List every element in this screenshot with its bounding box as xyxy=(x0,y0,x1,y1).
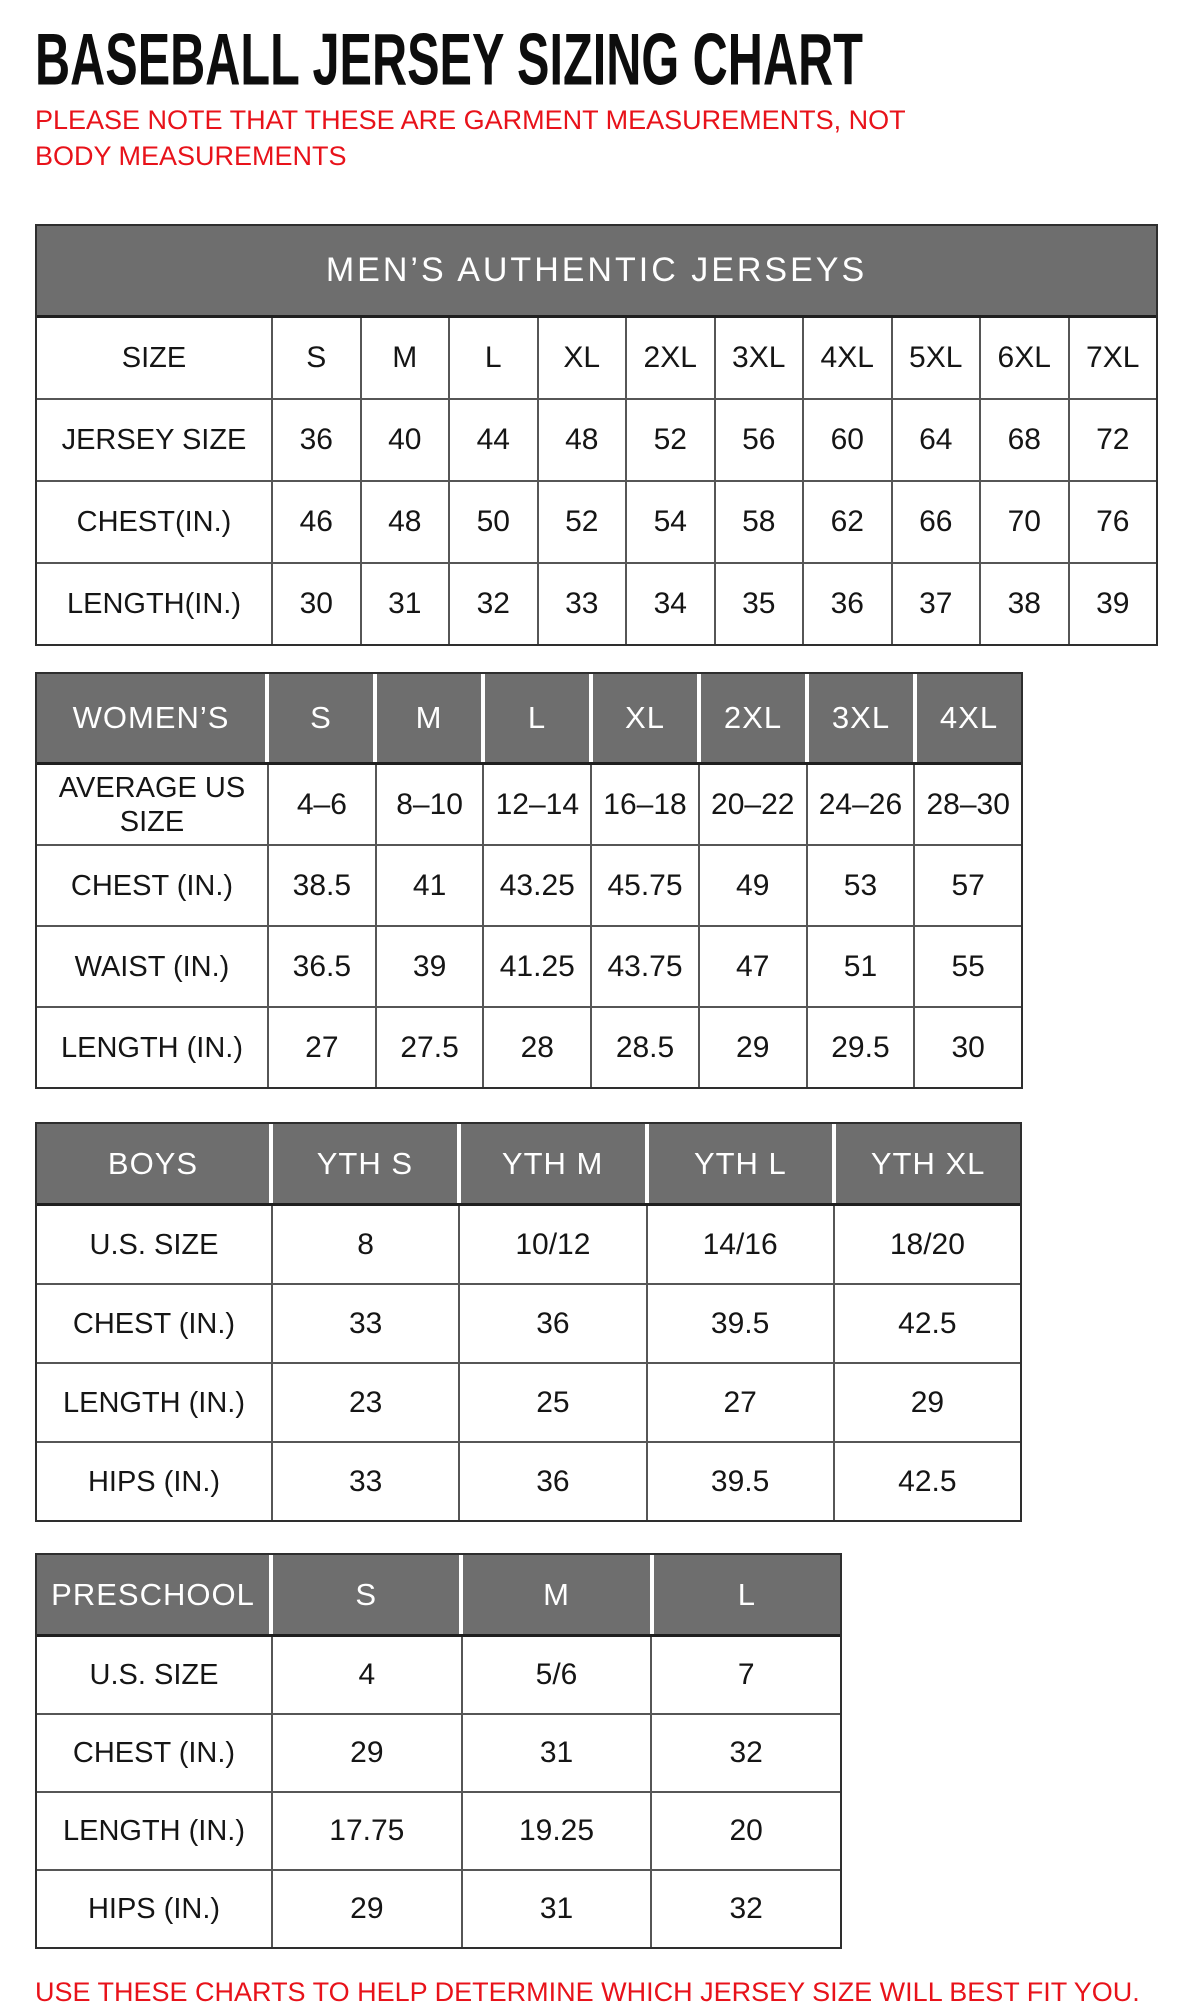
boys-column-header: YTH XL xyxy=(836,1124,1020,1203)
table-cell: 48 xyxy=(539,400,628,480)
mens-authentic-jerseys-table xyxy=(35,224,1158,646)
table-cell: 27 xyxy=(648,1364,835,1441)
womens-column-header: 3XL xyxy=(809,674,917,762)
table-cell: 36 xyxy=(804,564,893,644)
table-cell: 28 xyxy=(484,1008,592,1087)
table-cell: 28–30 xyxy=(926,787,1010,821)
table-cell: 76 xyxy=(1096,505,1130,538)
table-cell: 20 xyxy=(729,1814,763,1847)
boys-table-row xyxy=(37,1285,1020,1364)
table-cell: 44 xyxy=(450,400,539,480)
table-cell: 38 xyxy=(981,564,1070,644)
table-cell: 52 xyxy=(627,400,716,480)
table-cell: 25 xyxy=(460,1364,647,1441)
row-label: HIPS (IN.) xyxy=(37,1443,273,1520)
womens-column-header: WOMEN’S xyxy=(37,674,269,762)
womens-column-header: L xyxy=(485,674,593,762)
table-cell: 39.5 xyxy=(648,1443,835,1520)
table-cell: 8 xyxy=(273,1206,460,1283)
row-label: CHEST (IN.) xyxy=(37,846,269,925)
womens-table-row xyxy=(37,765,1021,846)
table-cell: 29 xyxy=(700,1008,808,1087)
boys-header-row xyxy=(37,1124,1020,1206)
table-cell: 50 xyxy=(450,482,539,562)
page-title xyxy=(35,18,1200,101)
table-cell: 70 xyxy=(981,482,1070,562)
row-label: LENGTH(IN.) xyxy=(37,564,273,644)
table-cell: 32 xyxy=(450,564,539,644)
table-cell: 52 xyxy=(539,482,628,562)
table-cell: 43.75 xyxy=(592,927,700,1006)
table-cell: L xyxy=(450,318,539,398)
table-cell: 28.5 xyxy=(592,1008,700,1087)
preschool-table-row xyxy=(37,1871,840,1947)
preschool-column-header: L xyxy=(654,1555,840,1634)
table-cell: 47 xyxy=(700,927,808,1006)
table-cell: 41.25 xyxy=(484,927,592,1006)
table-cell: 56 xyxy=(716,400,805,480)
womens-table-row xyxy=(37,1008,1021,1087)
preschool-table-row xyxy=(37,1715,840,1793)
table-cell: 41 xyxy=(377,846,485,925)
table-cell: 53 xyxy=(808,846,916,925)
womens-column-header: S xyxy=(269,674,377,762)
row-label: LENGTH (IN.) xyxy=(37,1008,269,1087)
mens-table-banner: MEN’S AUTHENTIC JERSEYS xyxy=(37,226,1156,318)
table-cell: 12–14 xyxy=(484,765,592,844)
table-cell: 33 xyxy=(273,1285,460,1362)
garment-measurements-note: PLEASE NOTE THAT THESE ARE GARMENT MEASUREMENTS, NOT BODY MEASUREMENTS xyxy=(35,105,906,171)
table-cell: 17.75 xyxy=(273,1793,463,1869)
table-cell: 62 xyxy=(804,482,893,562)
table-cell: 68 xyxy=(981,400,1070,480)
table-cell: 51 xyxy=(808,927,916,1006)
mens-table-row xyxy=(37,482,1156,564)
table-cell: 23 xyxy=(273,1364,460,1441)
table-cell: 54 xyxy=(627,482,716,562)
table-cell: 6XL xyxy=(981,318,1070,398)
table-cell: 38.5 xyxy=(269,846,377,925)
boys-jerseys-table xyxy=(35,1122,1022,1522)
table-cell: 7 xyxy=(737,1658,755,1691)
preschool-column-header: S xyxy=(273,1555,463,1634)
table-cell: 39 xyxy=(377,927,485,1006)
table-cell: 45.75 xyxy=(592,846,700,925)
mens-table-row xyxy=(37,318,1156,400)
table-cell: 40 xyxy=(362,400,451,480)
boys-column-header: YTH M xyxy=(461,1124,649,1203)
table-cell: 8–10 xyxy=(377,765,485,844)
row-label: SIZE xyxy=(37,318,273,398)
table-cell: 16–18 xyxy=(592,765,700,844)
table-cell: 31 xyxy=(463,1871,653,1947)
boys-table-row xyxy=(37,1443,1020,1520)
table-cell: 4 xyxy=(273,1637,463,1713)
table-cell: 5XL xyxy=(893,318,982,398)
table-cell: 31 xyxy=(463,1715,653,1791)
row-label: JERSEY SIZE xyxy=(37,400,273,480)
table-cell: 57 xyxy=(951,868,985,902)
table-cell: 30 xyxy=(951,1030,985,1064)
row-label: CHEST (IN.) xyxy=(37,1285,273,1362)
table-cell: 5/6 xyxy=(463,1637,653,1713)
fit-advice-note: USE THESE CHARTS TO HELP DETERMINE WHICH JERSEY SIZE WILL BEST FIT YOU. xyxy=(35,1977,1140,2007)
womens-jerseys-table xyxy=(35,672,1023,1089)
preschool-table-row xyxy=(37,1637,840,1715)
row-label: LENGTH (IN.) xyxy=(37,1364,273,1441)
boys-column-header: BOYS xyxy=(37,1124,273,1203)
page-title-text: BASEBALL JERSEY SIZING CHART xyxy=(35,18,863,101)
mens-table-row xyxy=(37,400,1156,482)
table-cell: 29 xyxy=(910,1385,945,1419)
table-cell: 29 xyxy=(273,1715,463,1791)
table-cell: 20–22 xyxy=(700,765,808,844)
table-cell: 29 xyxy=(273,1871,463,1947)
table-cell: 18/20 xyxy=(889,1227,965,1261)
table-cell: 66 xyxy=(893,482,982,562)
table-cell: 37 xyxy=(893,564,982,644)
womens-table-row xyxy=(37,927,1021,1008)
table-cell: 43.25 xyxy=(484,846,592,925)
row-label: CHEST(IN.) xyxy=(37,482,273,562)
row-label: CHEST (IN.) xyxy=(37,1715,273,1791)
preschool-jerseys-table xyxy=(35,1553,842,1949)
boys-table-row xyxy=(37,1364,1020,1443)
womens-column-header: 4XL xyxy=(917,674,1021,762)
table-cell: 34 xyxy=(627,564,716,644)
preschool-column-header: M xyxy=(463,1555,653,1634)
table-cell: 36.5 xyxy=(269,927,377,1006)
table-cell: 19.25 xyxy=(463,1793,653,1869)
table-cell: 10/12 xyxy=(460,1206,647,1283)
table-cell: 42.5 xyxy=(898,1306,957,1340)
table-cell: 58 xyxy=(716,482,805,562)
table-cell: 31 xyxy=(362,564,451,644)
preschool-table-row xyxy=(37,1793,840,1871)
womens-column-header: M xyxy=(377,674,485,762)
womens-header-row xyxy=(37,674,1021,765)
table-cell: 33 xyxy=(539,564,628,644)
womens-column-header: XL xyxy=(593,674,701,762)
table-cell: 24–26 xyxy=(808,765,916,844)
row-label: WAIST (IN.) xyxy=(37,927,269,1006)
table-cell: 64 xyxy=(893,400,982,480)
table-cell: 36 xyxy=(273,400,362,480)
table-cell: 14/16 xyxy=(648,1206,835,1283)
table-cell: 60 xyxy=(804,400,893,480)
boys-table-row xyxy=(37,1206,1020,1285)
row-label: LENGTH (IN.) xyxy=(37,1793,273,1869)
table-cell: 29.5 xyxy=(808,1008,916,1087)
table-cell: 7XL xyxy=(1086,341,1140,374)
row-label: AVERAGE US SIZE xyxy=(37,765,269,844)
table-cell: 36 xyxy=(460,1443,647,1520)
womens-table-row xyxy=(37,846,1021,927)
row-label: U.S. SIZE xyxy=(37,1637,273,1713)
mens-table-row xyxy=(37,564,1156,644)
table-cell: XL xyxy=(539,318,628,398)
table-cell: 2XL xyxy=(627,318,716,398)
table-cell: 32 xyxy=(729,1892,763,1925)
table-cell: 36 xyxy=(460,1285,647,1362)
table-cell: 3XL xyxy=(716,318,805,398)
table-cell: 33 xyxy=(273,1443,460,1520)
table-cell: 48 xyxy=(362,482,451,562)
table-cell: 30 xyxy=(273,564,362,644)
table-cell: 35 xyxy=(716,564,805,644)
table-cell: 72 xyxy=(1096,423,1130,456)
table-cell: 27 xyxy=(269,1008,377,1087)
table-cell: 27.5 xyxy=(377,1008,485,1087)
table-cell: S xyxy=(273,318,362,398)
table-cell: M xyxy=(362,318,451,398)
boys-column-header: YTH L xyxy=(649,1124,837,1203)
table-cell: 39 xyxy=(1096,587,1130,620)
table-cell: 32 xyxy=(729,1736,763,1769)
table-cell: 4XL xyxy=(804,318,893,398)
row-label: U.S. SIZE xyxy=(37,1206,273,1283)
table-cell: 55 xyxy=(951,949,985,983)
womens-column-header: 2XL xyxy=(701,674,809,762)
boys-column-header: YTH S xyxy=(273,1124,461,1203)
table-cell: 4–6 xyxy=(269,765,377,844)
preschool-column-header: PRESCHOOL xyxy=(37,1555,273,1634)
row-label: HIPS (IN.) xyxy=(37,1871,273,1947)
table-cell: 49 xyxy=(700,846,808,925)
table-cell: 42.5 xyxy=(898,1464,957,1498)
preschool-header-row xyxy=(37,1555,840,1637)
table-cell: 39.5 xyxy=(648,1285,835,1362)
table-cell: 46 xyxy=(273,482,362,562)
